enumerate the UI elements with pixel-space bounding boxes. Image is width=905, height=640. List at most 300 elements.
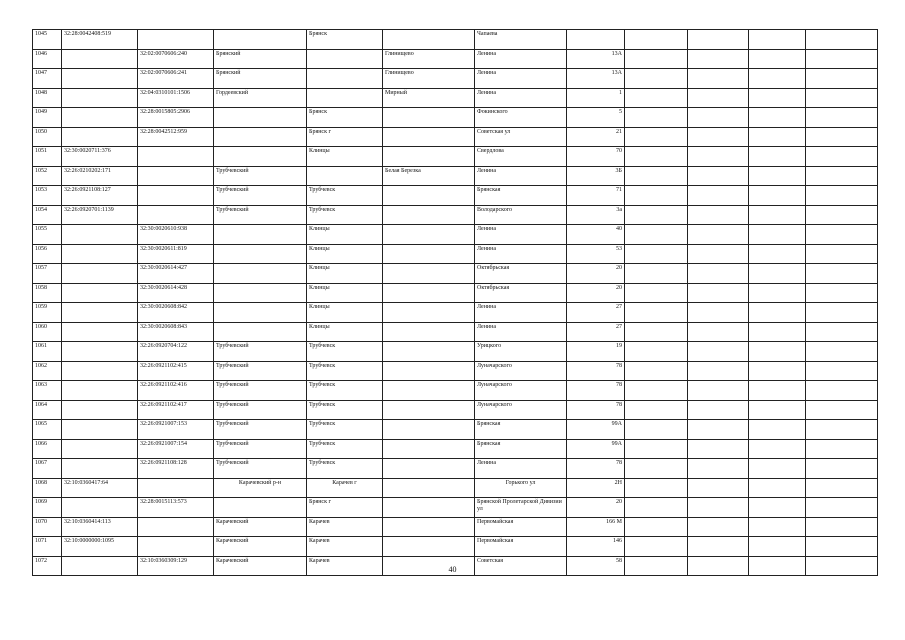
cell-district xyxy=(214,303,307,323)
cell-extra-3 xyxy=(749,459,806,479)
cell-extra-2 xyxy=(688,147,749,167)
register-table-body xyxy=(33,30,878,576)
table-row xyxy=(33,537,878,557)
cell-district: Трубчевский xyxy=(214,459,307,479)
table-row xyxy=(33,381,878,401)
cell-cadastral-number-b xyxy=(138,30,214,50)
cell-house: 40 xyxy=(567,225,625,245)
cell-row-number: 1048 xyxy=(33,88,62,108)
cell-cadastral-number-b: 32:30:0020614:428 xyxy=(138,283,214,303)
table-row xyxy=(33,517,878,537)
cell-city: Трубчевск xyxy=(307,420,383,440)
cell-extra-1 xyxy=(625,88,688,108)
cell-extra-4 xyxy=(806,127,878,147)
cell-house: 3Б xyxy=(567,166,625,186)
cell-street: Ленина xyxy=(475,49,567,69)
table-row xyxy=(33,303,878,323)
cell-city: Брянск г xyxy=(307,498,383,518)
cell-cadastral-number-a xyxy=(62,400,138,420)
cell-extra-2 xyxy=(688,244,749,264)
cell-extra-4 xyxy=(806,264,878,284)
cell-extra-1 xyxy=(625,127,688,147)
cell-extra-1 xyxy=(625,517,688,537)
cell-extra-1 xyxy=(625,186,688,206)
cell-extra-1 xyxy=(625,342,688,362)
cell-cadastral-number-b: 32:30:0020610:938 xyxy=(138,225,214,245)
cell-house: 71 xyxy=(567,186,625,206)
cell-row-number: 1055 xyxy=(33,225,62,245)
cell-cadastral-number-b: 32:26:0921102:415 xyxy=(138,361,214,381)
cell-extra-4 xyxy=(806,30,878,50)
cell-row-number: 1062 xyxy=(33,361,62,381)
cell-extra-4 xyxy=(806,244,878,264)
cell-cadastral-number-a xyxy=(62,498,138,518)
cell-street: Ленина xyxy=(475,303,567,323)
cell-house: 20 xyxy=(567,498,625,518)
cell-extra-4 xyxy=(806,205,878,225)
cell-row-number: 1045 xyxy=(33,30,62,50)
cell-district xyxy=(214,264,307,284)
cell-city: Карачев xyxy=(307,517,383,537)
cell-street: Октябрьская xyxy=(475,264,567,284)
page-number: 40 xyxy=(448,565,457,574)
cell-extra-1 xyxy=(625,283,688,303)
cell-street: Луначарского xyxy=(475,400,567,420)
cell-city: Клинцы xyxy=(307,147,383,167)
table-row xyxy=(33,186,878,206)
cell-extra-1 xyxy=(625,147,688,167)
cell-cadastral-number-a xyxy=(62,459,138,479)
cell-extra-1 xyxy=(625,303,688,323)
cell-house: 1 xyxy=(567,88,625,108)
cell-street: Брянской Пролетарской Дивизии ул xyxy=(475,498,567,518)
cell-extra-4 xyxy=(806,439,878,459)
cell-cadastral-number-a: 32:26:0920701:1139 xyxy=(62,205,138,225)
cell-cadastral-number-a xyxy=(62,225,138,245)
cell-row-number: 1050 xyxy=(33,127,62,147)
cell-city: Клинцы xyxy=(307,283,383,303)
cell-street: Ленина xyxy=(475,166,567,186)
cell-cadastral-number-b: 32:28:0015113:573 xyxy=(138,498,214,518)
cell-cadastral-number-a xyxy=(62,322,138,342)
cell-cadastral-number-b: 32:26:0921007:154 xyxy=(138,439,214,459)
cell-extra-3 xyxy=(749,439,806,459)
cell-extra-3 xyxy=(749,147,806,167)
cell-extra-3 xyxy=(749,517,806,537)
cell-settlement xyxy=(383,303,475,323)
table-row xyxy=(33,478,878,498)
cell-extra-4 xyxy=(806,108,878,128)
cell-district: Брянский xyxy=(214,69,307,89)
cell-cadastral-number-b xyxy=(138,478,214,498)
cell-extra-3 xyxy=(749,381,806,401)
cell-extra-2 xyxy=(688,69,749,89)
cell-extra-2 xyxy=(688,498,749,518)
cell-district xyxy=(214,244,307,264)
cell-extra-2 xyxy=(688,205,749,225)
cell-city: Трубчевск xyxy=(307,186,383,206)
cell-district xyxy=(214,225,307,245)
cell-district: Карачевский xyxy=(214,556,307,576)
cell-row-number: 1068 xyxy=(33,478,62,498)
cell-extra-4 xyxy=(806,498,878,518)
table-row xyxy=(33,108,878,128)
cell-row-number: 1052 xyxy=(33,166,62,186)
cell-extra-4 xyxy=(806,225,878,245)
cell-cadastral-number-b: 32:26:0921102:417 xyxy=(138,400,214,420)
cell-city: Брянск г xyxy=(307,127,383,147)
cell-cadastral-number-a: 32:10:0000000:1095 xyxy=(62,537,138,557)
table-row xyxy=(33,30,878,50)
cell-extra-3 xyxy=(749,30,806,50)
cell-street: Ленина xyxy=(475,322,567,342)
cell-extra-4 xyxy=(806,283,878,303)
cell-extra-2 xyxy=(688,400,749,420)
cell-city: Брянск xyxy=(307,30,383,50)
cell-street: Чапаева xyxy=(475,30,567,50)
cell-extra-1 xyxy=(625,361,688,381)
cell-extra-2 xyxy=(688,88,749,108)
cell-extra-2 xyxy=(688,322,749,342)
cell-row-number: 1067 xyxy=(33,459,62,479)
cell-extra-1 xyxy=(625,459,688,479)
cell-house: 13А xyxy=(567,49,625,69)
cell-house: 5 xyxy=(567,108,625,128)
cell-extra-1 xyxy=(625,244,688,264)
cell-settlement xyxy=(383,400,475,420)
cell-street: Первомайская xyxy=(475,537,567,557)
cell-street: Первомайская xyxy=(475,517,567,537)
register-table xyxy=(32,29,878,576)
cell-cadastral-number-b xyxy=(138,205,214,225)
cell-settlement: Глинищево xyxy=(383,49,475,69)
cell-house: 20 xyxy=(567,264,625,284)
cell-settlement xyxy=(383,108,475,128)
cell-district: Трубчевский xyxy=(214,205,307,225)
cell-row-number: 1072 xyxy=(33,556,62,576)
cell-extra-4 xyxy=(806,478,878,498)
cell-extra-4 xyxy=(806,186,878,206)
cell-settlement xyxy=(383,537,475,557)
cell-house: 20 xyxy=(567,283,625,303)
cell-city: Брянск xyxy=(307,108,383,128)
cell-district: Трубчевский xyxy=(214,400,307,420)
cell-cadastral-number-b xyxy=(138,537,214,557)
cell-house: 78 xyxy=(567,381,625,401)
cell-extra-3 xyxy=(749,166,806,186)
cell-extra-4 xyxy=(806,147,878,167)
cell-street: Свердлова xyxy=(475,147,567,167)
cell-settlement xyxy=(383,147,475,167)
cell-city: Трубчевск xyxy=(307,400,383,420)
cell-cadastral-number-a xyxy=(62,69,138,89)
cell-street: Брянская xyxy=(475,439,567,459)
cell-extra-4 xyxy=(806,49,878,69)
cell-settlement: Глинищево xyxy=(383,69,475,89)
cell-cadastral-number-a: 32:26:0921108:127 xyxy=(62,186,138,206)
cell-extra-2 xyxy=(688,186,749,206)
cell-cadastral-number-a xyxy=(62,283,138,303)
cell-cadastral-number-b: 32:26:0920704:122 xyxy=(138,342,214,362)
cell-extra-3 xyxy=(749,186,806,206)
cell-cadastral-number-b: 32:28:0015805:2906 xyxy=(138,108,214,128)
cell-extra-3 xyxy=(749,361,806,381)
cell-city xyxy=(307,88,383,108)
cell-extra-1 xyxy=(625,400,688,420)
table-row xyxy=(33,342,878,362)
cell-settlement xyxy=(383,30,475,50)
cell-city: Трубчевск xyxy=(307,361,383,381)
cell-extra-2 xyxy=(688,108,749,128)
cell-city: Клинцы xyxy=(307,225,383,245)
cell-extra-1 xyxy=(625,498,688,518)
cell-house: 78 xyxy=(567,400,625,420)
cell-city: Трубчевск xyxy=(307,342,383,362)
cell-house xyxy=(567,30,625,50)
cell-district xyxy=(214,30,307,50)
cell-extra-2 xyxy=(688,127,749,147)
cell-settlement xyxy=(383,439,475,459)
cell-city: Трубчевск xyxy=(307,205,383,225)
cell-extra-3 xyxy=(749,205,806,225)
cell-extra-2 xyxy=(688,30,749,50)
cell-cadastral-number-b xyxy=(138,166,214,186)
table-row xyxy=(33,264,878,284)
cell-cadastral-number-a xyxy=(62,342,138,362)
cell-cadastral-number-b: 32:02:0070606:240 xyxy=(138,49,214,69)
cell-row-number: 1071 xyxy=(33,537,62,557)
cell-settlement xyxy=(383,186,475,206)
table-row xyxy=(33,322,878,342)
cell-extra-4 xyxy=(806,342,878,362)
cell-extra-2 xyxy=(688,49,749,69)
cell-row-number: 1054 xyxy=(33,205,62,225)
cell-cadastral-number-a xyxy=(62,420,138,440)
table-row xyxy=(33,361,878,381)
cell-district: Карачевский р-н xyxy=(214,478,307,498)
cell-extra-2 xyxy=(688,381,749,401)
cell-district: Карачевский xyxy=(214,517,307,537)
cell-extra-2 xyxy=(688,166,749,186)
cell-settlement xyxy=(383,361,475,381)
cell-settlement xyxy=(383,459,475,479)
cell-extra-3 xyxy=(749,88,806,108)
cell-row-number: 1058 xyxy=(33,283,62,303)
cell-district xyxy=(214,127,307,147)
cell-cadastral-number-a xyxy=(62,439,138,459)
cell-city: Клинцы xyxy=(307,322,383,342)
cell-extra-3 xyxy=(749,108,806,128)
cell-extra-4 xyxy=(806,322,878,342)
cell-district: Трубчевский xyxy=(214,439,307,459)
cell-row-number: 1046 xyxy=(33,49,62,69)
cell-city xyxy=(307,69,383,89)
cell-settlement xyxy=(383,498,475,518)
cell-house: 58 xyxy=(567,556,625,576)
table-row xyxy=(33,459,878,479)
cell-street: Ленина xyxy=(475,88,567,108)
cell-cadastral-number-a xyxy=(62,127,138,147)
cell-district: Брянский xyxy=(214,49,307,69)
cell-city: Трубчевск xyxy=(307,439,383,459)
table-row xyxy=(33,49,878,69)
cell-district xyxy=(214,147,307,167)
cell-settlement xyxy=(383,127,475,147)
cell-house: 53 xyxy=(567,244,625,264)
cell-extra-3 xyxy=(749,264,806,284)
cell-cadastral-number-b: 32:26:0921108:128 xyxy=(138,459,214,479)
cell-extra-2 xyxy=(688,342,749,362)
cell-house: 70 xyxy=(567,147,625,167)
cell-extra-1 xyxy=(625,166,688,186)
cell-extra-4 xyxy=(806,69,878,89)
cell-district: Трубчевский xyxy=(214,381,307,401)
cell-row-number: 1051 xyxy=(33,147,62,167)
cell-street: Брянская xyxy=(475,420,567,440)
cell-city: Карачев xyxy=(307,537,383,557)
table-row xyxy=(33,420,878,440)
cell-cadastral-number-b: 32:28:0042512:959 xyxy=(138,127,214,147)
cell-extra-2 xyxy=(688,283,749,303)
cell-settlement xyxy=(383,205,475,225)
cell-district xyxy=(214,283,307,303)
cell-cadastral-number-a xyxy=(62,361,138,381)
cell-settlement xyxy=(383,420,475,440)
cell-extra-4 xyxy=(806,381,878,401)
cell-extra-1 xyxy=(625,537,688,557)
cell-house: 146 xyxy=(567,537,625,557)
cell-settlement xyxy=(383,225,475,245)
table-row xyxy=(33,283,878,303)
cell-row-number: 1065 xyxy=(33,420,62,440)
cell-extra-4 xyxy=(806,400,878,420)
cell-house: 27 xyxy=(567,322,625,342)
cell-street: Горького ул xyxy=(475,478,567,498)
cell-district: Карачевский xyxy=(214,537,307,557)
table-row xyxy=(33,88,878,108)
table-row xyxy=(33,127,878,147)
cell-district: Трубчевский xyxy=(214,420,307,440)
cell-district: Трубчевский xyxy=(214,342,307,362)
cell-row-number: 1069 xyxy=(33,498,62,518)
cell-street: Советская ул xyxy=(475,127,567,147)
cell-extra-3 xyxy=(749,283,806,303)
cell-extra-3 xyxy=(749,244,806,264)
cell-cadastral-number-b: 32:30:0020614:427 xyxy=(138,264,214,284)
cell-cadastral-number-a xyxy=(62,244,138,264)
cell-house: 19 xyxy=(567,342,625,362)
cell-extra-3 xyxy=(749,322,806,342)
cell-row-number: 1061 xyxy=(33,342,62,362)
cell-row-number: 1064 xyxy=(33,400,62,420)
cell-extra-1 xyxy=(625,381,688,401)
cell-cadastral-number-b: 32:26:0921102:416 xyxy=(138,381,214,401)
cell-extra-4 xyxy=(806,459,878,479)
cell-extra-2 xyxy=(688,439,749,459)
table-row xyxy=(33,147,878,167)
cell-house: 99А xyxy=(567,439,625,459)
cell-cadastral-number-a xyxy=(62,381,138,401)
cell-district: Трубчевский xyxy=(214,166,307,186)
cell-extra-3 xyxy=(749,342,806,362)
cell-extra-3 xyxy=(749,478,806,498)
table-row xyxy=(33,225,878,245)
cell-row-number: 1049 xyxy=(33,108,62,128)
cell-district: Трубчевский xyxy=(214,361,307,381)
cell-street: Ленина xyxy=(475,69,567,89)
cell-district xyxy=(214,108,307,128)
cell-cadastral-number-a xyxy=(62,303,138,323)
cell-extra-4 xyxy=(806,361,878,381)
cell-street: Урицкого xyxy=(475,342,567,362)
cell-extra-1 xyxy=(625,108,688,128)
cell-row-number: 1063 xyxy=(33,381,62,401)
cell-house: 21 xyxy=(567,127,625,147)
cell-extra-3 xyxy=(749,49,806,69)
table-row xyxy=(33,244,878,264)
table-row xyxy=(33,439,878,459)
table-row xyxy=(33,205,878,225)
cell-cadastral-number-b xyxy=(138,517,214,537)
cell-cadastral-number-a xyxy=(62,108,138,128)
cell-house: 27 xyxy=(567,303,625,323)
cell-extra-4 xyxy=(806,166,878,186)
cell-house: 3а xyxy=(567,205,625,225)
cell-district xyxy=(214,322,307,342)
cell-city xyxy=(307,49,383,69)
cell-district: Трубчевский xyxy=(214,186,307,206)
cell-house: 13А xyxy=(567,69,625,89)
cell-cadastral-number-a: 32:28:0042408:519 xyxy=(62,30,138,50)
cell-cadastral-number-b xyxy=(138,147,214,167)
cell-street: Володарского xyxy=(475,205,567,225)
cell-extra-4 xyxy=(806,537,878,557)
cell-district: Гордеевский xyxy=(214,88,307,108)
cell-cadastral-number-b xyxy=(138,186,214,206)
cell-extra-1 xyxy=(625,225,688,245)
cell-extra-2 xyxy=(688,537,749,557)
cell-cadastral-number-a: 32:10:0360417:64 xyxy=(62,478,138,498)
cell-cadastral-number-b: 32:30:0020611:819 xyxy=(138,244,214,264)
table-row xyxy=(33,69,878,89)
cell-city xyxy=(307,166,383,186)
cell-settlement xyxy=(383,244,475,264)
cell-settlement xyxy=(383,264,475,284)
cell-extra-3 xyxy=(749,69,806,89)
cell-extra-3 xyxy=(749,537,806,557)
cell-settlement xyxy=(383,517,475,537)
cell-extra-4 xyxy=(806,303,878,323)
cell-city: Карачев г xyxy=(307,478,383,498)
cell-city: Карачев xyxy=(307,556,383,576)
cell-house: 78 xyxy=(567,361,625,381)
cell-settlement xyxy=(383,478,475,498)
cell-house: 2Н xyxy=(567,478,625,498)
cell-row-number: 1059 xyxy=(33,303,62,323)
cell-extra-2 xyxy=(688,517,749,537)
cell-extra-2 xyxy=(688,420,749,440)
cell-row-number: 1070 xyxy=(33,517,62,537)
cell-street: Фокинского xyxy=(475,108,567,128)
cell-cadastral-number-a xyxy=(62,264,138,284)
cell-city: Трубчевск xyxy=(307,381,383,401)
cell-extra-3 xyxy=(749,303,806,323)
cell-city: Клинцы xyxy=(307,244,383,264)
cell-extra-4 xyxy=(806,420,878,440)
cell-settlement xyxy=(383,381,475,401)
cell-city: Клинцы xyxy=(307,264,383,284)
cell-extra-1 xyxy=(625,264,688,284)
